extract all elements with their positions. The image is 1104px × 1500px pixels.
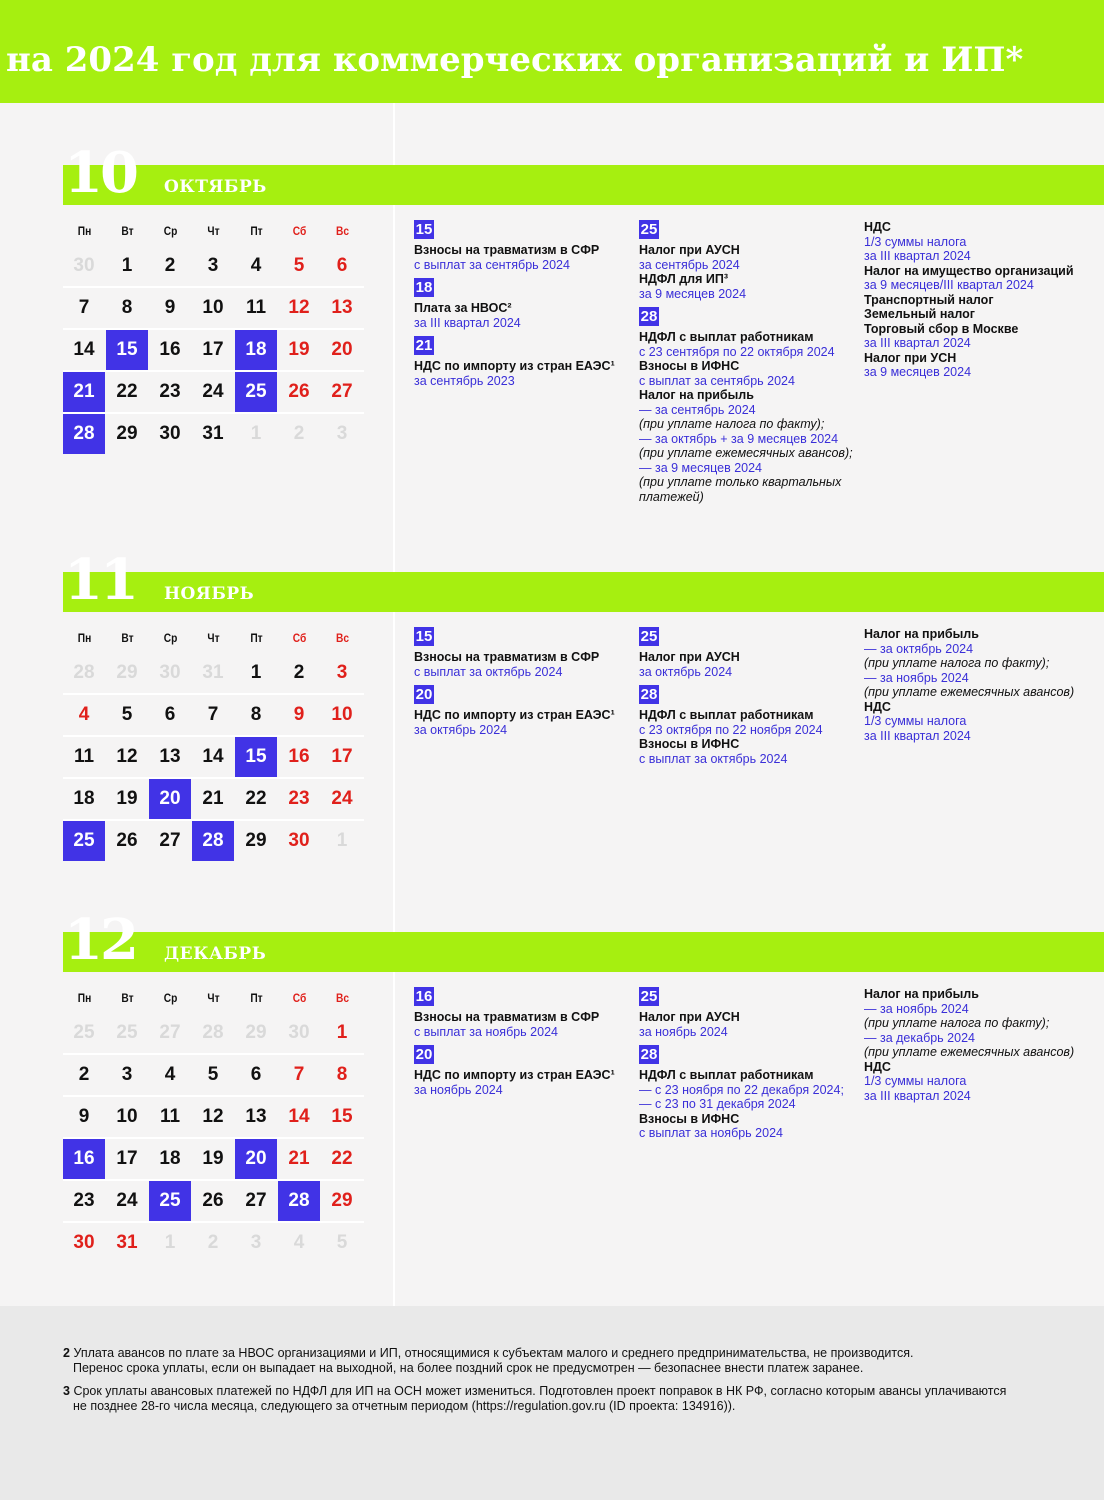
payment-period: за III квартал 2024 — [864, 249, 971, 263]
date-badge: 20 — [415, 1046, 433, 1063]
payment-title: НДФЛ с выплат работникам — [639, 1068, 814, 1082]
calendar-day: 6 — [164, 704, 176, 725]
payment-title: НДС — [864, 220, 891, 234]
calendar-day: 3 — [121, 1064, 133, 1085]
deadline-group — [864, 627, 1079, 743]
calendar-day: 28 — [202, 1022, 224, 1043]
weekday-label: Пт — [250, 224, 263, 238]
weekday-label: Вс — [335, 991, 350, 1005]
date-badge: 25 — [640, 628, 658, 645]
header-banner — [0, 0, 1104, 103]
deadline-group — [414, 220, 629, 272]
payment-title: НДС — [864, 1059, 891, 1074]
payment-title: НДФЛ для ИП³ — [639, 272, 728, 286]
deadline-group — [639, 1045, 854, 1141]
payment-period: — за сентябрь 2024 — [639, 402, 756, 417]
calendar-day: 24 — [331, 788, 353, 809]
weekday-label: Сб — [292, 631, 307, 645]
payment-period: с выплат за октябрь 2024 — [639, 751, 788, 766]
calendar-day: 11 — [159, 1106, 181, 1127]
payment-title: НДС по импорту из стран ЕАЭС¹ — [414, 359, 615, 373]
payment-title: НДС по импорту из стран ЕАЭС¹ — [414, 708, 615, 722]
footnote — [63, 1384, 1063, 1413]
calendar-day: 3 — [207, 255, 219, 276]
payment-note: (при уплате ежемесячных авансов); — [639, 446, 853, 460]
date-badge: 28 — [640, 686, 658, 703]
calendar-day: 29 — [245, 830, 267, 851]
deadline-group — [414, 627, 629, 679]
calendar-day: 27 — [245, 1190, 267, 1211]
date-badge: 21 — [415, 337, 433, 354]
calendar-day: 10 — [116, 1106, 138, 1127]
payment-title: Налог на прибыль — [639, 388, 754, 402]
footnote-line — [63, 1346, 1063, 1361]
deadline-group — [414, 278, 629, 330]
calendar-day: 8 — [336, 1064, 348, 1085]
calendar-day: 13 — [245, 1106, 267, 1127]
calendar-day: 14 — [73, 339, 95, 360]
calendar-day: 21 — [202, 788, 224, 809]
calendar-day: 16 — [288, 746, 310, 767]
deadline-day: 21 — [63, 372, 105, 412]
weekday-label: Пт — [250, 991, 263, 1005]
deadline-group — [639, 220, 854, 301]
calendar-day: 21 — [288, 1148, 310, 1169]
calendar-day: 1 — [164, 1232, 176, 1253]
calendar-day: 9 — [293, 704, 305, 725]
weekday-label: Вт — [121, 224, 134, 238]
calendar-day: 23 — [73, 1190, 95, 1211]
weekday-label: Сб — [292, 991, 307, 1005]
payment-period: 1/3 суммы налога — [864, 1074, 967, 1088]
deadline-day: 16 — [63, 1139, 105, 1179]
month-number: 12 — [64, 907, 136, 973]
payment-note: (при уплате налога по факту); — [864, 656, 1050, 670]
calendar-day: 17 — [202, 339, 224, 360]
payment-note: платежей) — [639, 489, 704, 504]
payment-period: за октябрь 2024 — [414, 722, 508, 737]
calendar-day: 12 — [202, 1106, 224, 1127]
calendar-day: 9 — [78, 1106, 90, 1127]
deadline-day: 20 — [149, 779, 191, 819]
deadline-column — [414, 627, 629, 743]
calendar-day: 2 — [293, 662, 305, 683]
date-badge: 28 — [640, 1046, 658, 1063]
calendar-day: 25 — [116, 1022, 138, 1043]
calendar-day: 3 — [336, 662, 348, 683]
calendar-day: 5 — [336, 1232, 348, 1253]
calendar-day: 25 — [73, 1022, 95, 1043]
payment-period: с 23 сентября по 22 октября 2024 — [639, 344, 835, 359]
weekday-label: Чт — [207, 224, 220, 238]
payment-period: с выплат за сентябрь 2024 — [639, 373, 795, 388]
calendar-day: 26 — [288, 381, 310, 402]
payment-title: НДС — [864, 699, 891, 714]
calendar-day: 29 — [116, 423, 138, 444]
payment-period: 1/3 суммы налога — [864, 234, 967, 249]
weekday-label: Пт — [250, 631, 263, 645]
calendar-day: 23 — [159, 381, 181, 402]
month-section — [0, 907, 1104, 1312]
payment-note: (при уплате ежемесячных авансов) — [864, 1045, 1075, 1059]
calendar-day: 30 — [73, 255, 95, 276]
calendar-day: 4 — [293, 1232, 305, 1253]
footnote-number: 3 — [63, 1384, 74, 1398]
calendar-day: 19 — [116, 788, 138, 809]
month-section — [0, 140, 1104, 545]
calendar-day: 14 — [288, 1106, 310, 1127]
payment-title: Взносы в ИФНС — [639, 1111, 740, 1126]
payment-period: за III квартал 2024 — [864, 1088, 971, 1103]
payment-period: — за октябрь + за 9 месяцев 2024 — [639, 431, 839, 446]
deadline-column — [864, 987, 1079, 1109]
deadline-day: 15 — [106, 330, 148, 370]
calendar-day: 30 — [73, 1232, 95, 1253]
footnote-text: Срок уплаты авансовых платежей по НДФЛ для ИП на ОСН может измениться. Подготовлен проект поправок в НК РФ, согласно которым авансы уплачиваются — [73, 1384, 1007, 1398]
payment-period: — за 9 месяцев 2024 — [639, 460, 763, 475]
payment-period: за ноябрь 2024 — [639, 1024, 728, 1039]
calendar-day: 5 — [121, 704, 133, 725]
deadline-group — [864, 220, 1079, 380]
payment-title: Взносы на травматизм в СФР — [414, 243, 600, 257]
calendar-day: 11 — [245, 297, 267, 318]
calendar-day: 15 — [331, 1106, 353, 1127]
month-number: 11 — [64, 547, 136, 613]
deadline-column — [639, 987, 854, 1147]
payment-period: за 9 месяцев 2024 — [864, 365, 972, 379]
payment-title: Взносы в ИФНС — [639, 359, 740, 373]
payment-period: с 23 октября по 22 ноября 2024 — [639, 722, 823, 737]
calendar-day: 22 — [245, 788, 267, 809]
date-badge: 18 — [415, 279, 433, 296]
calendar-day: 4 — [250, 255, 262, 276]
payment-title: Взносы на травматизм в СФР — [414, 1010, 600, 1024]
payment-title: Земельный налог — [864, 307, 975, 321]
payment-title: Налог на имущество организаций — [864, 263, 1074, 278]
payment-period: — за декабрь 2024 — [864, 1030, 975, 1045]
footnote-line: Перенос срока уплаты, если он выпадает на выходной, на более поздний срок не предусмотрен — безопаснее внести платеж заранее. — [73, 1360, 864, 1375]
deadline-day: 18 — [235, 330, 277, 370]
calendar-day: 29 — [331, 1190, 353, 1211]
footnote-line: не позднее 28-го числа месяца, следующего за отчетным периодом (https://regulation.gov.ru (ID проекта: 134916)). — [73, 1398, 736, 1413]
payment-period: за сентябрь 2023 — [414, 373, 515, 388]
month-name: НОЯБРЬ — [164, 584, 255, 604]
calendar-day: 2 — [207, 1232, 219, 1253]
payment-title: НДФЛ с выплат работникам — [639, 330, 814, 344]
date-badge: 28 — [640, 308, 658, 325]
calendar-day: 28 — [73, 662, 95, 683]
calendar-day: 1 — [250, 423, 262, 444]
calendar-day: 20 — [331, 339, 353, 360]
calendar-day: 5 — [293, 255, 305, 276]
calendar-day: 13 — [159, 746, 181, 767]
payment-title: Налог при АУСН — [639, 1010, 740, 1024]
calendar-day: 12 — [288, 297, 310, 318]
calendar-day: 24 — [116, 1190, 138, 1211]
weekday-label: Вс — [335, 224, 350, 238]
calendar-day: 23 — [288, 788, 310, 809]
weekday-label: Вт — [121, 991, 134, 1005]
calendar-day: 1 — [336, 1022, 348, 1043]
payment-period: с выплат за сентябрь 2024 — [414, 257, 570, 272]
date-badge: 20 — [415, 686, 433, 703]
month-section — [0, 547, 1104, 952]
deadline-column — [414, 987, 629, 1103]
calendar-day: 2 — [293, 423, 305, 444]
calendar-day: 27 — [159, 830, 181, 851]
payment-note: (при уплате налога по факту); — [864, 1016, 1050, 1030]
deadline-group — [864, 987, 1079, 1103]
date-badge: 15 — [415, 628, 433, 645]
calendar-day: 17 — [116, 1148, 138, 1169]
deadline-day: 25 — [63, 821, 105, 861]
calendar-day: 3 — [336, 423, 348, 444]
calendar-day: 17 — [331, 746, 353, 767]
footnote-text: Уплата авансов по плате за НВОС организациями и ИП, относящимися к субъектам малого и среднего предпринимательства, не производится. — [73, 1346, 914, 1360]
payment-period: — с 23 ноября по 22 декабря 2024; — [639, 1082, 844, 1097]
payment-period: — за ноябрь 2024 — [864, 670, 969, 685]
payment-period: с выплат за ноябрь 2024 — [639, 1126, 783, 1140]
date-badge: 15 — [415, 221, 433, 238]
calendar-day: 11 — [73, 746, 95, 767]
footnote-number: 2 — [63, 1346, 74, 1360]
payment-title: НДС по импорту из стран ЕАЭС¹ — [414, 1068, 615, 1082]
payment-title: Налог при АУСН — [639, 243, 740, 257]
weekday-label: Чт — [207, 631, 220, 645]
payment-title: Плата за НВОС² — [414, 301, 512, 315]
date-badge: 25 — [640, 988, 658, 1005]
deadline-group — [414, 336, 629, 388]
weekday-label: Пн — [77, 991, 92, 1005]
payment-period: за III квартал 2024 — [864, 336, 971, 350]
calendar-day: 31 — [202, 662, 224, 683]
deadline-group — [414, 1045, 629, 1097]
calendar-day: 7 — [207, 704, 219, 725]
payment-period: за III квартал 2024 — [864, 728, 971, 743]
weekday-label: Вс — [335, 631, 350, 645]
page-title: на 2024 год для коммерческих организаций и ИП* — [6, 40, 1024, 80]
footnote — [63, 1346, 1063, 1375]
calendar-day: 6 — [250, 1064, 262, 1085]
deadline-group — [639, 307, 854, 504]
deadline-column — [414, 220, 629, 394]
payment-note: (при уплате налога по факту); — [639, 417, 825, 431]
deadline-day: 15 — [235, 737, 277, 777]
weekday-label: Пн — [77, 224, 92, 238]
deadline-day: 25 — [235, 372, 277, 412]
calendar-day: 18 — [159, 1148, 181, 1169]
calendar-day: 3 — [250, 1232, 262, 1253]
calendar-day: 2 — [78, 1064, 90, 1085]
calendar-day: 22 — [116, 381, 138, 402]
payment-title: Налог при АУСН — [639, 650, 740, 664]
deadline-day: 20 — [235, 1139, 277, 1179]
payment-period: — за октябрь 2024 — [864, 641, 974, 656]
calendar-day: 7 — [293, 1064, 305, 1085]
deadline-group — [414, 685, 629, 737]
month-number: 10 — [64, 140, 136, 206]
calendar-day: 29 — [116, 662, 138, 683]
calendar-day: 19 — [288, 339, 310, 360]
payment-title: Налог при УСН — [864, 350, 957, 365]
calendar-day: 19 — [202, 1148, 224, 1169]
weekday-label: Пн — [77, 631, 92, 645]
calendar-day: 22 — [331, 1148, 353, 1169]
calendar-day: 7 — [78, 297, 90, 318]
calendar-day: 1 — [250, 662, 262, 683]
deadline-day: 28 — [63, 414, 105, 454]
deadline-group — [639, 987, 854, 1039]
calendar-day: 6 — [336, 255, 348, 276]
footnote-line — [63, 1384, 1063, 1399]
payment-period: 1/3 суммы налога — [864, 714, 967, 728]
month-name: ОКТЯБРЬ — [164, 177, 267, 197]
calendar-day: 13 — [331, 297, 353, 318]
deadline-day: 28 — [192, 821, 234, 861]
payment-period: за 9 месяцев/III квартал 2024 — [864, 278, 1034, 292]
payment-period: за сентябрь 2024 — [639, 257, 740, 272]
calendar-day: 8 — [121, 297, 133, 318]
weekday-label: Ср — [163, 224, 178, 238]
calendar-day: 29 — [245, 1022, 267, 1043]
weekday-label: Ср — [163, 631, 178, 645]
payment-period: за октябрь 2024 — [639, 664, 733, 679]
payment-title: Налог на прибыль — [864, 987, 979, 1001]
deadline-column — [639, 220, 854, 510]
calendar-day: 27 — [331, 381, 353, 402]
deadline-day: 28 — [278, 1181, 320, 1221]
weekday-label: Чт — [207, 991, 220, 1005]
calendar-day: 30 — [159, 662, 181, 683]
payment-period: за III квартал 2024 — [414, 315, 521, 330]
deadline-group — [639, 685, 854, 766]
payment-period: с выплат за октябрь 2024 — [414, 664, 563, 679]
payment-period: за ноябрь 2024 — [414, 1082, 503, 1097]
calendar-day: 31 — [202, 423, 224, 444]
deadline-group — [414, 987, 629, 1039]
calendar-day: 12 — [116, 746, 138, 767]
calendar-day: 16 — [159, 339, 181, 360]
calendar-day: 18 — [73, 788, 95, 809]
payment-title: Торговый сбор в Москве — [864, 321, 1019, 336]
payment-period: с выплат за ноябрь 2024 — [414, 1024, 558, 1039]
calendar-day: 26 — [116, 830, 138, 851]
month-name: ДЕКАБРЬ — [164, 944, 267, 964]
payment-note: (при уплате только квартальных — [639, 475, 842, 489]
calendar-day: 2 — [164, 255, 176, 276]
deadline-column — [864, 220, 1079, 386]
calendar-day: 8 — [250, 704, 262, 725]
calendar-day: 31 — [116, 1232, 138, 1253]
weekday-label: Ср — [163, 991, 178, 1005]
weekday-label: Сб — [292, 224, 307, 238]
payment-title: Транспортный налог — [864, 292, 994, 307]
calendar-day: 1 — [121, 255, 133, 276]
payment-title: НДФЛ с выплат работникам — [639, 708, 814, 722]
calendar-day: 24 — [202, 381, 224, 402]
payment-period: — за ноябрь 2024 — [864, 1001, 969, 1016]
payment-title: Взносы в ИФНС — [639, 737, 740, 751]
calendar-day: 9 — [164, 297, 176, 318]
payment-title: Взносы на травматизм в СФР — [414, 650, 600, 664]
calendar-day: 14 — [202, 746, 224, 767]
deadline-group — [639, 627, 854, 679]
deadline-day: 25 — [149, 1181, 191, 1221]
calendar-day: 10 — [202, 297, 224, 318]
payment-note: (при уплате ежемесячных авансов) — [864, 685, 1075, 699]
calendar-day: 26 — [202, 1190, 224, 1211]
calendar-day: 30 — [159, 423, 181, 444]
calendar-day: 10 — [331, 704, 353, 725]
calendar-day: 5 — [207, 1064, 219, 1085]
payment-period: — с 23 по 31 декабря 2024 — [639, 1097, 796, 1111]
calendar-day: 4 — [78, 704, 90, 725]
calendar-day: 30 — [288, 830, 310, 851]
calendar-day: 4 — [164, 1064, 176, 1085]
calendar-day: 1 — [336, 830, 348, 851]
calendar-day: 30 — [288, 1022, 310, 1043]
calendar-day: 27 — [159, 1022, 181, 1043]
date-badge: 16 — [415, 988, 433, 1005]
deadline-column — [864, 627, 1079, 749]
weekday-label: Вт — [121, 631, 134, 645]
date-badge: 25 — [640, 221, 658, 238]
payment-period: за 9 месяцев 2024 — [639, 286, 747, 301]
payment-title: Налог на прибыль — [864, 627, 979, 641]
deadline-column — [639, 627, 854, 772]
